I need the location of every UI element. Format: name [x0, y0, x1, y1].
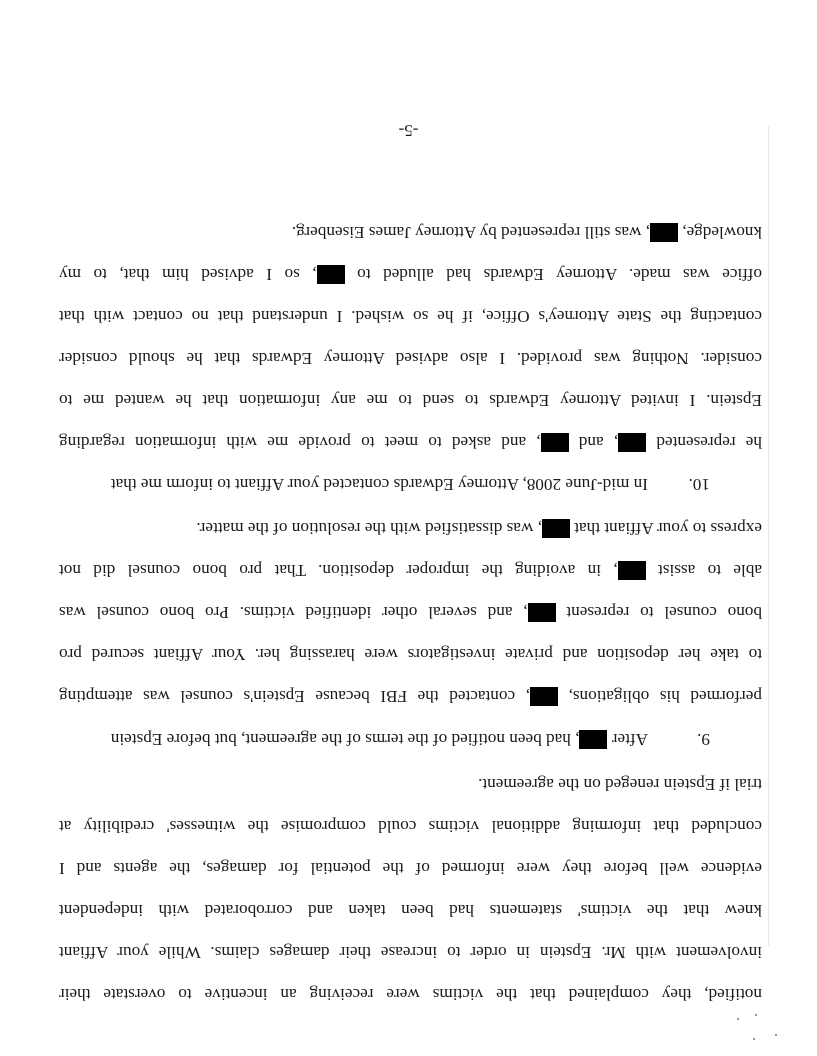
text-line: evidence well before they were informed of the potential for damages, the agents and I [59, 859, 762, 878]
redaction-box [618, 561, 646, 580]
redaction-box [650, 223, 678, 242]
redaction-box [530, 687, 558, 706]
text-line: knew that the victims' statements had been taken and corroborated with independent [59, 901, 762, 920]
paragraph-10-first-line: 10.In mid-June 2008, Attorney Edwards contacted your Affiant to inform me that [110, 475, 710, 494]
scan-speck [753, 1038, 755, 1040]
redaction-box [618, 433, 646, 452]
paragraph-number: 10. [688, 475, 710, 494]
text-line: to take her deposition and private investigators were harassing her. Your Affiant secured pro [59, 645, 762, 664]
scan-speck [737, 1018, 739, 1020]
redaction-box [541, 433, 569, 452]
text-line: bono counsel to represent , and several other identified victims. Pro bono counsel was [58, 603, 762, 622]
text-line: he represented , and , and asked to meet to provide me with information regarding [59, 433, 762, 452]
scan-speck [775, 1034, 777, 1036]
text-line: consider. Nothing was provided. I also advised Attorney Edwards that he should consider [59, 349, 762, 368]
text-line: office was made. Attorney Edwards had alluded to , so I advised him that, to my [59, 265, 762, 284]
text-line: notified, they complained that the victims were receiving an incentive to overstate their [59, 985, 762, 1004]
text-line: contacting the State Attorney's Office, if he so wished. I understand that no contact with that [59, 307, 762, 326]
text-line: trial if Epstein reneged on the agreement. [478, 775, 762, 794]
paragraph-9-first-line: 9.After , had been notified of the terms of the agreement, but before Epstein [110, 730, 710, 749]
paragraph-number: 9. [697, 730, 710, 749]
page-number: -5- [398, 121, 419, 140]
redaction-box [579, 730, 607, 749]
redaction-box [317, 265, 345, 284]
scan-speck [755, 1014, 757, 1016]
text-line: Epstein. I invited Attorney Edwards to send to me any information that he wanted me to [59, 391, 762, 410]
text-line: performed his obligations, , contacted the FBI because Epstein's counsel was attempting [59, 687, 762, 706]
redaction-box [542, 519, 570, 538]
text-line: knowledge, , was still represented by Attorney James Eisenberg. [291, 223, 762, 242]
text-line: express to your Affiant that , was dissatisfied with the resolution of the matter. [196, 519, 762, 538]
text-line: concluded that informing additional victims could compromise the witnesses' credibility at [59, 817, 762, 836]
redaction-box [528, 603, 556, 622]
text-line: able to assist , in avoiding the improper deposition. That pro bono counsel did not [58, 561, 762, 580]
scan-edge-line [768, 126, 769, 946]
text-line: involvement with Mr. Epstein in order to increase their damages claims. While your Affiant [59, 943, 762, 962]
